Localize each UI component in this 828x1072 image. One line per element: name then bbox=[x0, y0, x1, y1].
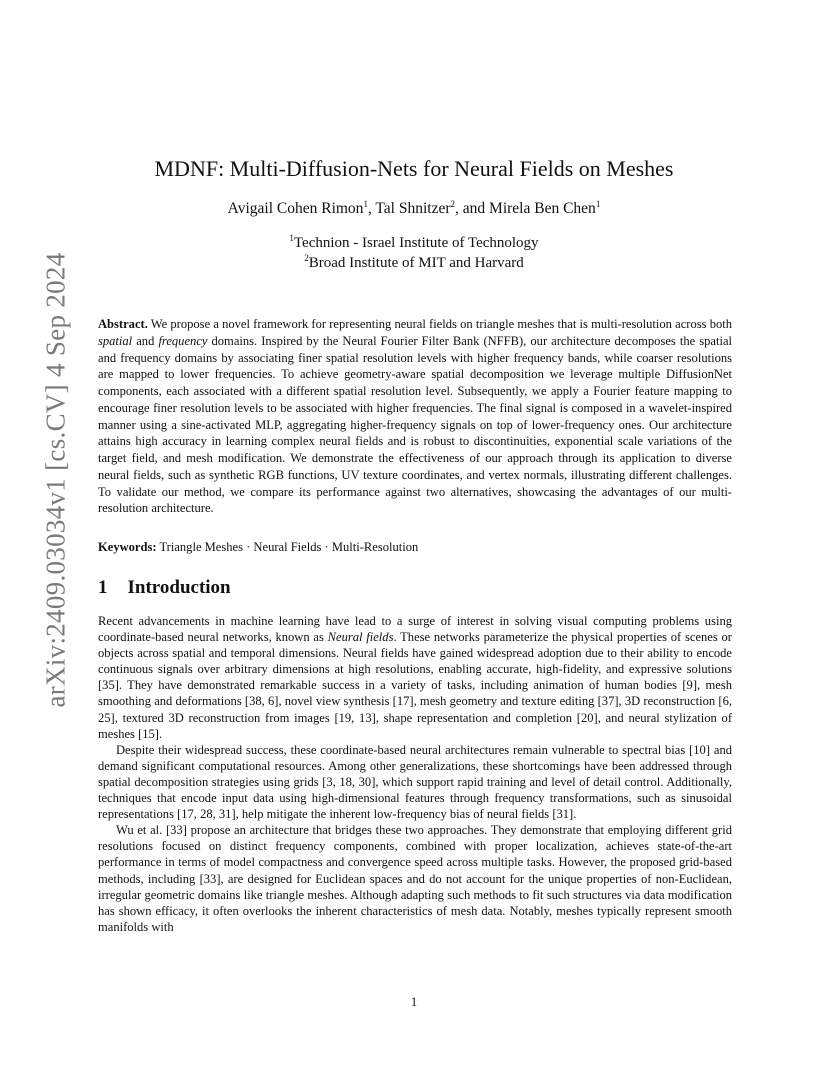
affiliation-name: Broad Institute of MIT and Harvard bbox=[308, 255, 524, 271]
author-name: Mirela Ben Chen bbox=[489, 200, 596, 217]
affiliation-mark: 1 bbox=[289, 233, 294, 243]
section-heading bbox=[98, 577, 231, 599]
affiliation-line bbox=[0, 233, 828, 253]
abstract-label: Abstract. bbox=[98, 317, 148, 331]
keywords-text: Triangle Meshes · Neural Fields · Multi-Resolution bbox=[156, 540, 419, 554]
author-separator: , bbox=[367, 200, 376, 217]
affiliation-mark: 1 bbox=[595, 198, 601, 209]
section-title: Introduction bbox=[127, 577, 231, 598]
abstract bbox=[98, 316, 732, 517]
abstract-text: We propose a novel framework for representing neural fields on triangle meshes that is multi-resolution across both bbox=[147, 317, 732, 331]
abstract-emphasis: spatial bbox=[98, 333, 133, 348]
keywords bbox=[98, 540, 732, 555]
author-list bbox=[0, 200, 828, 218]
paragraph-text: . These networks parameterize the physical properties of scenes or objects across spatial and temporal dimensions. Neural fields have gained widespread adoption due to their ability to encode continuous signals over arbitrary dimensions at high resolutions, enabling accurate, high-fidelity, and expressive solutions [35]. They have demonstrated remarkable success in a variety of tasks, including animation of human bodies [9], mesh smoothing and deformations [38, 6], novel view synthesis [17], mesh geometry and texture editing [37], 3D reconstruction [6, 25], textured 3D reconstruction from images [19, 13], shape representation and completion [20], and neural stylization of meshes [15]. bbox=[98, 630, 732, 741]
author-name: Tal Shnitzer bbox=[375, 200, 451, 217]
introduction-body bbox=[98, 613, 732, 935]
page-number: 1 bbox=[410, 995, 418, 1009]
keywords-label: Keywords: bbox=[98, 540, 157, 554]
affiliation-line bbox=[0, 253, 828, 273]
paragraph bbox=[98, 613, 732, 742]
affiliation-name: Technion - Israel Institute of Technology bbox=[293, 235, 539, 251]
affiliation-mark: 1 bbox=[363, 198, 368, 209]
abstract-emphasis: frequency bbox=[158, 333, 208, 348]
author-separator: , and bbox=[455, 200, 490, 217]
paper-title: MDNF: Multi-Diffusion-Nets for Neural Fields on Meshes bbox=[154, 156, 674, 181]
paragraph-text: Recent advancements in machine learning have lead to a surge of interest in solving visual computing problems using coordinate-based neural networks, known as bbox=[98, 614, 732, 645]
paragraph: Despite their widespread success, these coordinate-based neural architectures remain vulnerable to spectral bias [10] and demand significant computational resources. Among other generalizations, these shortcomings have been addressed through spatial decomposition strategies using grids [3, 18, 30], which support rapid training and level of detail control. Additionally, techniques that encode input data using high-dimensional features through frequency transformations, such as sinusoidal representations [17, 28, 31], help mitigate the inherent low-frequency bias of neural fields [31]. bbox=[98, 742, 732, 822]
abstract-text: domains. Inspired by the Neural Fourier Filter Bank (NFFB), our architecture decomposes the spatial and frequency domains by associating finer spatial resolution levels with higher frequency bands, while coarser resolutions are mapped to lower frequencies. To achieve geometry-aware spatial decomposition we leverage multiple DiffusionNet components, each associated with a different spatial resolution level. Subsequently, we apply a Fourier feature mapping to encourage finer resolution levels to be associated with higher frequencies. The final signal is composed in a wavelet-inspired manner using a sine-activated MLP, aggregating higher-frequency signals on top of lower-frequency ones. Our architecture attains high accuracy in learning complex neural fields and is robust to discontinuities, exponential scale variations of the target field, and mesh modification. We demonstrate the effectiveness of our approach through its application to diverse neural fields, such as synthetic RGB functions, UV texture coordinates, and vertex normals, illustrating different challenges. To validate our method, we compare its performance against two alternatives, showcasing the advantages of our multi-resolution architecture. bbox=[98, 333, 733, 516]
arxiv-identifier: arXiv:2409.03034v1 [cs.CV] 4 Sep 2024 bbox=[40, 252, 71, 708]
section-number: 1 bbox=[98, 577, 108, 598]
author-name: Avigail Cohen Rimon bbox=[227, 200, 364, 217]
paragraph: Wu et al. [33] propose an architecture that bridges these two approaches. They demonstrate that employing different grid resolutions focused on distinct frequency components, combined with proper localization, achieves state-of-the-art performance in terms of model compactness and convergence speed across multiple tasks. However, the proposed grid-based methods, including [33], are designed for Euclidean spaces and do not account for the unique properties of non-Euclidean, irregular geometric domains like triangle meshes. Although adapting such methods to fit such structures via data modification has shown efficacy, it often overlooks the inherent characteristics of mesh data. Notably, meshes typically represent smooth manifolds with bbox=[98, 823, 732, 934]
affiliation-mark: 2 bbox=[304, 253, 309, 263]
paragraph-emphasis: Neural fields bbox=[327, 630, 394, 645]
affiliation-mark: 2 bbox=[450, 198, 456, 209]
affiliations bbox=[0, 233, 828, 273]
abstract-text: and bbox=[132, 333, 159, 348]
